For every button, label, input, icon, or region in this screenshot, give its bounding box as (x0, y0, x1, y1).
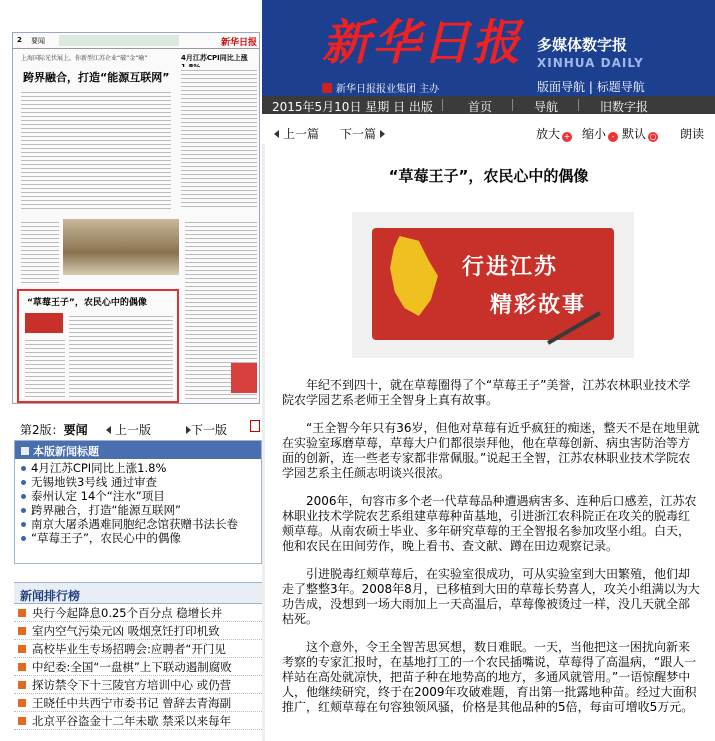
thumbnail-text-block (21, 89, 171, 209)
default-size-button[interactable]: 默认 ○ (622, 127, 657, 141)
thumbnail-highlight-title[interactable]: “草莓王子”，农民心中的偶像 (27, 298, 147, 308)
square-bullet-icon (18, 609, 26, 617)
thumbnail-right-headline[interactable]: 4月江苏CPI同比上涨 (181, 54, 248, 62)
arrow-right-icon (380, 130, 385, 138)
square-bullet-icon (18, 717, 26, 725)
article-title: “草莓王子”，农民心中的偶像 (388, 167, 589, 185)
banner-card (372, 228, 614, 340)
page-thumbnail[interactable] (12, 32, 260, 404)
layout-nav-link[interactable]: 版面导航 (537, 80, 586, 94)
banner-line-1: 行进江苏 (462, 255, 559, 280)
news-item[interactable]: 无锡地铁3号线 通过审查 (19, 475, 257, 489)
ranking-item[interactable]: 王晓任中共西宁市委书记 曾辞去青海副 (14, 694, 262, 712)
square-icon (21, 447, 29, 455)
site-header (262, 0, 715, 96)
ranking-item[interactable]: 室内空气污染元凶 吸烟烹饪打印机致 (14, 622, 262, 640)
square-bullet-icon (18, 663, 26, 671)
news-item[interactable]: “草莓王子”，农民心中的偶像 (19, 531, 257, 545)
thumbnail-text-block (181, 67, 257, 207)
square-bullet-icon (18, 627, 26, 635)
thumbnail-page-number: 2 (17, 36, 22, 44)
banner-line-2: 精彩故事 (490, 293, 587, 318)
thumbnail-text-block (69, 313, 173, 397)
title-nav-link[interactable]: 标题导航 (596, 80, 645, 94)
pdf-icon[interactable] (250, 420, 260, 432)
arrow-left-icon (106, 426, 111, 434)
page-news-list (14, 440, 262, 564)
old-paper-link[interactable]: 旧数字报 (600, 100, 649, 114)
news-item[interactable]: 跨界融合，打造“能源互联网” (19, 503, 257, 517)
square-bullet-icon (18, 699, 26, 707)
ranking-item[interactable]: 央行今起降息0.25个百分点 稳增长并 (14, 604, 262, 622)
publisher-line: 新华日报报业集团 主办 (322, 80, 439, 95)
article-body (282, 378, 700, 728)
thumbnail-ad-image (231, 363, 257, 393)
reset-icon: ○ (649, 132, 657, 141)
minus-icon: - (608, 132, 618, 142)
content-scrollbar[interactable] (262, 144, 265, 741)
thumbnail-ad (59, 35, 179, 46)
next-page-link[interactable]: 下一版 (182, 421, 227, 438)
nav-bar (262, 96, 715, 114)
news-item[interactable]: 4月江苏CPI同比上涨1.8% (19, 461, 257, 475)
zoom-out-button[interactable]: 缩小 - (582, 125, 618, 142)
digital-paper-title: 多媒体数字报 (537, 36, 628, 54)
article-paragraph: 年纪不到四十，就在草莓圈得了个“草莓王子”美誉，江苏农林职业技术学院农学园艺系老师王全智身上真有故事。 (282, 378, 691, 407)
ranking-items (14, 604, 262, 730)
news-item[interactable]: 南京大屠杀遇难同胞纪念馆获赠书法长卷 (19, 517, 257, 531)
masthead-logo: 新华日报 (322, 15, 523, 71)
thumbnail-header (13, 33, 260, 49)
header-links: 版面导航 | 标题导航 (537, 80, 645, 94)
publish-date: 2015年5月10日 星期 日 出版 (272, 100, 433, 114)
news-items (15, 459, 261, 547)
article-paragraph: 2006年，句容市多个老一代草莓品种遭遇病害多、连种后口感差，江苏农林职业技术学院农艺系组建草莓种苗基地，引进浙江农科院正在攻关的脱毒红颊草莓。从南农硕士毕业、多年研究草莓的王全智报名参加攻坚小组。白天，他和农民在田间劳作，晚上看书、查文献、蹲在田边观察记录。 (282, 494, 697, 553)
guide-link[interactable]: 导航 (534, 100, 559, 114)
left-sidebar (0, 0, 262, 741)
ranking-item[interactable]: 高校毕业生专场招聘会:应聘者“开门见 (14, 640, 262, 658)
square-bullet-icon (18, 645, 26, 653)
prev-article-link[interactable]: 上一篇 (274, 125, 319, 142)
thumbnail-section: 要闻 (31, 37, 45, 45)
ranking-item[interactable]: 探访禁令下十三陵官方培训中心 或仍营 (14, 676, 262, 694)
divider (442, 99, 443, 111)
thumbnail-headline[interactable]: 跨界融合，打造“能源互联网” (23, 71, 170, 84)
thumbnail-subline: 上海国际光伏展上，你新型江苏企业“破”金“喻” (21, 55, 148, 62)
page-label: 第2版：要闻 (20, 423, 88, 437)
news-item[interactable]: 泰州认定 14个“注水”项目 (19, 489, 257, 503)
column-banner (352, 212, 634, 358)
seal-icon (322, 83, 332, 93)
english-title: XINHUA DAILY (537, 56, 644, 70)
zoom-in-button[interactable]: 放大 + (536, 127, 571, 141)
divider (578, 99, 579, 111)
news-list-header: 本版新闻标题 (15, 441, 261, 459)
thumbnail-text-block (25, 337, 65, 397)
home-link[interactable]: 首页 (468, 100, 493, 114)
jiangsu-map-icon (390, 236, 438, 316)
thumbnail-text-block (21, 219, 59, 283)
read-aloud-button[interactable]: 朗读 (680, 127, 705, 141)
thumbnail-photo (63, 219, 179, 275)
arrow-left-icon (274, 130, 279, 138)
divider (512, 99, 513, 111)
article-paragraph: “王全智今年只有36岁，但他对草莓有近乎疯狂的痴迷，整天不是在地里就在实验室琢磨草莓，草莓大户们都很崇拜他，他在草莓创新、病虫害防治等方面的创新，连一些老专家都非常佩服。”说起王全智，江苏农林职业技术学院农学园艺系主任颜志明谈兴很浓。 (282, 421, 700, 480)
thumbnail-highlight-badge (25, 313, 63, 333)
article-paragraph: 引进脱毒红颊草莓后，在实验室很成功，可从实验室到大田繁殖，他们却走了整整3年。2008年8月，已移植到大田的草莓长势喜人，攻关小组满以为大功告成，没想到一场大雨加上一天高温后，草莓像被烫过一样，没几天就全部枯死。 (282, 567, 700, 626)
ranking-item[interactable]: 北京平谷盗金十二年未歇 禁采以来每年 (14, 712, 262, 730)
article-paragraph: 这个意外，令王全智苦思冥想，数日难眠。一天，当他把这一困扰向新来考察的专家汇报时，在基地打工的一个农民插嘴说，草莓得了高温病，“跟人一样站在高处就凉快，把苗子种在地势高的地方，多通风就管用。”一语惊醒梦中人，他继续研究，终于在2009年攻破难题，育出第一批露地种苗。经过大面积推广，红颊草莓在句容独领风骚，价格是其他品种的5倍，每亩可增收5万元。 (282, 640, 697, 714)
page-navigation (14, 418, 262, 436)
next-article-link[interactable]: 下一篇 (340, 125, 385, 142)
ranking-item[interactable]: 中纪委:全国“一盘棋”上下联动遏制腐败 (14, 658, 262, 676)
prev-page-link[interactable]: 上一版 (106, 421, 151, 438)
article-toolbar (270, 122, 715, 142)
news-ranking (14, 582, 262, 741)
thumbnail-masthead: 新华日报 (220, 38, 257, 48)
plus-icon: + (563, 132, 571, 141)
ranking-header: 新闻排行榜 (14, 582, 262, 604)
square-bullet-icon (18, 681, 26, 689)
